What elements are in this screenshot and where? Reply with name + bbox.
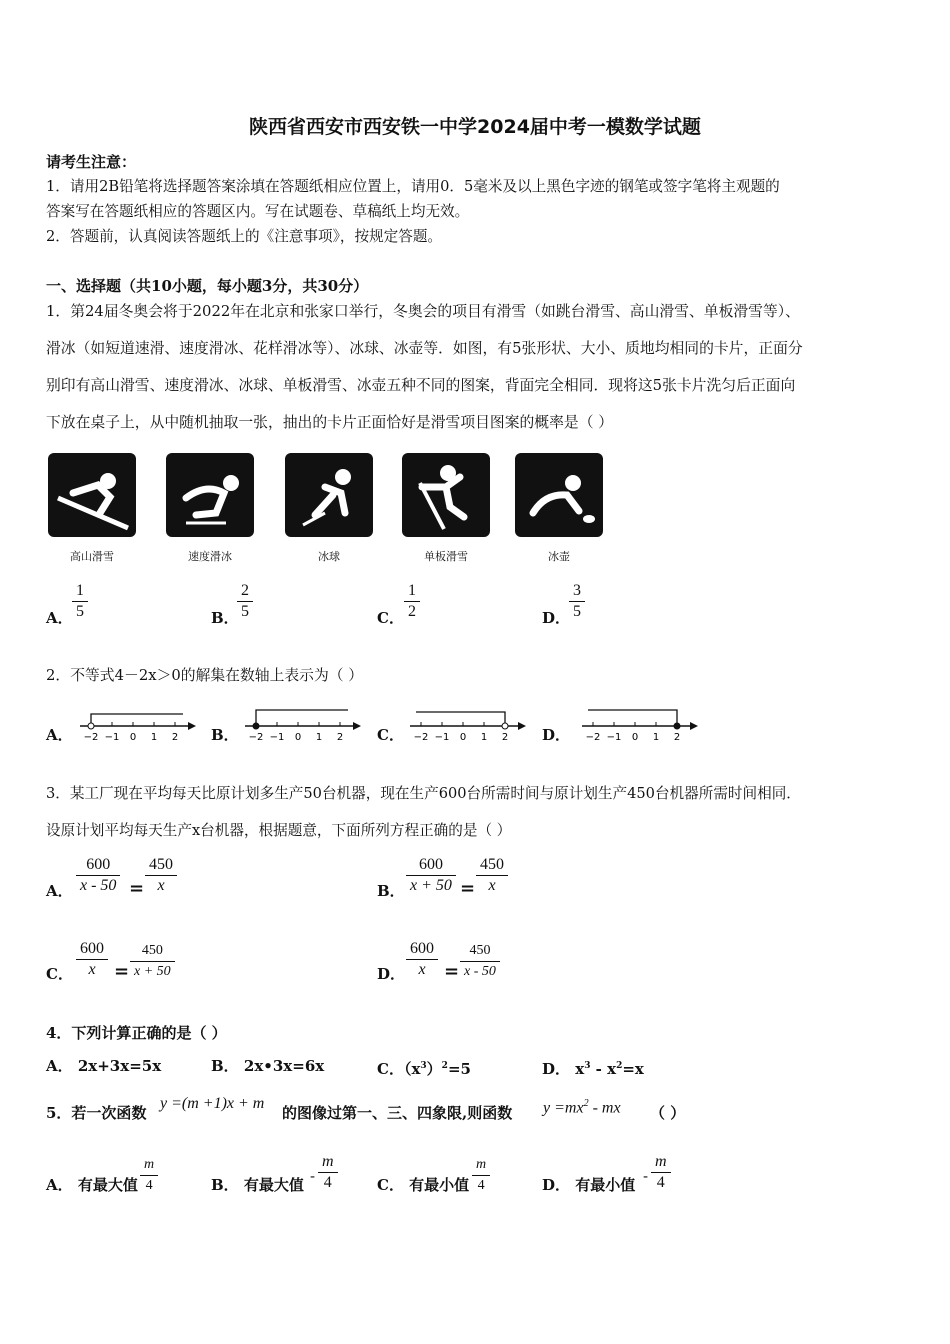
- q5-option-b-label[interactable]: B． 有最大值: [211, 1176, 304, 1194]
- card-caption: 单板滑雪: [424, 550, 468, 563]
- notice-line-1a: 1．请用2B铅笔将选择题答案涂填在答题纸相应位置上，请用0．5毫米及以上黑色字迹的钢笔或签字笔将主观题的: [46, 178, 780, 195]
- number-line-c: [408, 706, 528, 744]
- q3-d-left-fraction: 600 x: [406, 939, 438, 980]
- q1-stem-line-2: 滑冰（如短道速滑、速度滑冰、花样滑冰等）、冰球、冰壶等．如图，有5张形状、大小、质地均相同的卡片，正面分: [46, 340, 803, 357]
- tick-label: 0: [129, 732, 137, 743]
- tick-label: 1: [150, 732, 158, 743]
- tick-label: −2: [83, 732, 99, 743]
- q3-a-right-fraction: 450 x: [145, 855, 177, 896]
- page-title: 陕西省西安市西安铁一中学2024届中考一模数学试题: [249, 116, 701, 138]
- card-caption: 速度滑冰: [188, 550, 232, 563]
- card-snowboarding: [402, 453, 490, 537]
- tick-label: −1: [269, 732, 285, 743]
- card-ice-hockey: [285, 453, 373, 537]
- equals-sign: =: [114, 961, 130, 982]
- q1-option-a-label[interactable]: A．: [46, 609, 73, 627]
- q1-option-b-label[interactable]: B．: [211, 609, 239, 627]
- q5-option-c-fraction: m 4: [472, 1155, 490, 1196]
- q2-option-d-label[interactable]: D．: [542, 726, 571, 744]
- q4-option-d[interactable]: D． $x^3 - x^2=x$: [542, 1060, 644, 1078]
- q3-stem-line-2: 设原计划平均每天生产x台机器，根据题意，下面所列方程正确的是（ ）: [46, 822, 512, 839]
- q2-stem: 2．不等式4－2x＞0的解集在数轴上表示为（ ）: [46, 667, 364, 684]
- tick-label: −2: [585, 732, 601, 743]
- q2-option-a-label[interactable]: A．: [46, 726, 73, 744]
- q3-option-b-label[interactable]: B．: [377, 882, 405, 900]
- card-caption: 冰壶: [548, 550, 570, 563]
- q1-option-a-fraction: 1 5: [72, 581, 88, 622]
- q5-option-d-fraction: m 4: [651, 1152, 671, 1193]
- notice-line-2: 2．答题前，认真阅读答题纸上的《注意事项》，按规定答题。: [46, 228, 443, 245]
- equals-sign: =: [129, 878, 145, 899]
- tick-label: −1: [606, 732, 622, 743]
- number-line-a: [78, 706, 198, 744]
- tick-label: 2: [501, 732, 509, 743]
- tick-label: 1: [480, 732, 488, 743]
- q5-option-a-label[interactable]: A． 有最大值: [46, 1176, 138, 1194]
- card-alpine-skiing: [48, 453, 136, 537]
- tick-label: 2: [171, 732, 179, 743]
- notice-line-1b: 答案写在答题纸相应的答题区内。写在试题卷、草稿纸上均无效。: [46, 203, 470, 220]
- q2-option-c-label[interactable]: C．: [377, 726, 404, 744]
- minus-sign: -: [310, 1167, 316, 1185]
- tick-label: 0: [459, 732, 467, 743]
- card-caption: 高山滑雪: [70, 550, 114, 563]
- q4-option-b[interactable]: B． 2x•3x=6x: [211, 1057, 325, 1075]
- tick-label: 1: [652, 732, 660, 743]
- q5-option-d-label[interactable]: D． 有最小值: [542, 1176, 636, 1194]
- ice-hockey-icon: [285, 453, 373, 537]
- card-speed-skating: [166, 453, 254, 537]
- q3-b-right-fraction: 450 x: [476, 855, 508, 896]
- q4-option-a[interactable]: A． 2x+3x=5x: [46, 1057, 162, 1075]
- q1-option-c-label[interactable]: C．: [377, 609, 404, 627]
- q5-stem-end: （ ）: [650, 1104, 686, 1122]
- curling-icon: [515, 453, 603, 537]
- tick-label: 2: [673, 732, 681, 743]
- section-heading: 一、选择题（共10小题，每小题3分，共30分）: [46, 277, 369, 295]
- q1-option-d-label[interactable]: D．: [542, 609, 571, 627]
- q5-option-b-fraction: m 4: [318, 1152, 338, 1193]
- q5-stem-middle: 的图像过第一、三、四象限,则函数: [282, 1104, 513, 1122]
- equals-sign: =: [444, 961, 460, 982]
- q3-stem-line-1: 3．某工厂现在平均每天比原计划多生产50台机器，现在生产600台所需时间与原计划生产450台机器所需时间相同．: [46, 785, 801, 802]
- q5-option-a-fraction: m 4: [140, 1155, 158, 1196]
- tick-label: 1: [315, 732, 323, 743]
- tick-label: 2: [336, 732, 344, 743]
- speed-skating-icon: [166, 453, 254, 537]
- tick-label: 0: [631, 732, 639, 743]
- tick-label: −2: [413, 732, 429, 743]
- q2-option-b-label[interactable]: B．: [211, 726, 239, 744]
- tick-label: 0: [294, 732, 302, 743]
- tick-label: −1: [434, 732, 450, 743]
- q1-option-d-fraction: 3 5: [569, 581, 585, 622]
- notice-heading: 请考生注意：: [46, 153, 137, 171]
- tick-label: −2: [248, 732, 264, 743]
- equals-sign: =: [460, 878, 476, 899]
- q3-option-a-label[interactable]: A．: [46, 882, 73, 900]
- number-line-b: [243, 706, 363, 744]
- card-curling: [515, 453, 603, 537]
- tick-label: −1: [104, 732, 120, 743]
- q1-stem-line-3: 别印有高山滑雪、速度滑冰、冰球、单板滑雪、冰壶五种不同的图案，背面完全相同．现将这5张卡片洗匀后正面向: [46, 377, 796, 394]
- q3-option-c-label[interactable]: C．: [46, 965, 73, 983]
- q1-option-c-fraction: 1 2: [404, 581, 420, 622]
- q3-option-d-label[interactable]: D．: [377, 965, 406, 983]
- alpine-skiing-icon: [48, 453, 136, 537]
- q3-c-left-fraction: 600 x: [76, 939, 108, 980]
- q3-b-left-fraction: 600 x + 50: [406, 855, 456, 896]
- q4-stem: 4．下列计算正确的是（ ）: [46, 1024, 227, 1042]
- q5-linear-function: y =(m +1)x + m: [160, 1095, 265, 1112]
- number-line-d: [580, 706, 700, 744]
- q1-stem-line-4: 下放在桌子上，从中随机抽取一张，抽出的卡片正面恰好是滑雪项目图案的概率是（ ）: [46, 414, 613, 431]
- q5-stem-start: 5．若一次函数: [46, 1104, 147, 1122]
- q3-a-left-fraction: 600 x - 50: [76, 855, 120, 896]
- q3-c-right-fraction: 450 x + 50: [130, 941, 175, 982]
- q1-stem-line-1: 1．第24届冬奥会将于2022年在北京和张家口举行，冬奥会的项目有滑雪（如跳台滑雪、高山滑雪、单板滑雪等）、: [46, 303, 800, 320]
- minus-sign: -: [643, 1167, 649, 1185]
- snowboarding-icon: [402, 453, 490, 537]
- card-caption: 冰球: [318, 550, 340, 563]
- q1-option-b-fraction: 2 5: [237, 581, 253, 622]
- q4-option-c[interactable]: C．$(x^3)^2=5$: [377, 1060, 471, 1078]
- q5-option-c-label[interactable]: C． 有最小值: [377, 1176, 470, 1194]
- q3-d-right-fraction: 450 x - 50: [460, 941, 500, 982]
- q5-quadratic-function: $y =mx^2$ - mx: [543, 1098, 621, 1117]
